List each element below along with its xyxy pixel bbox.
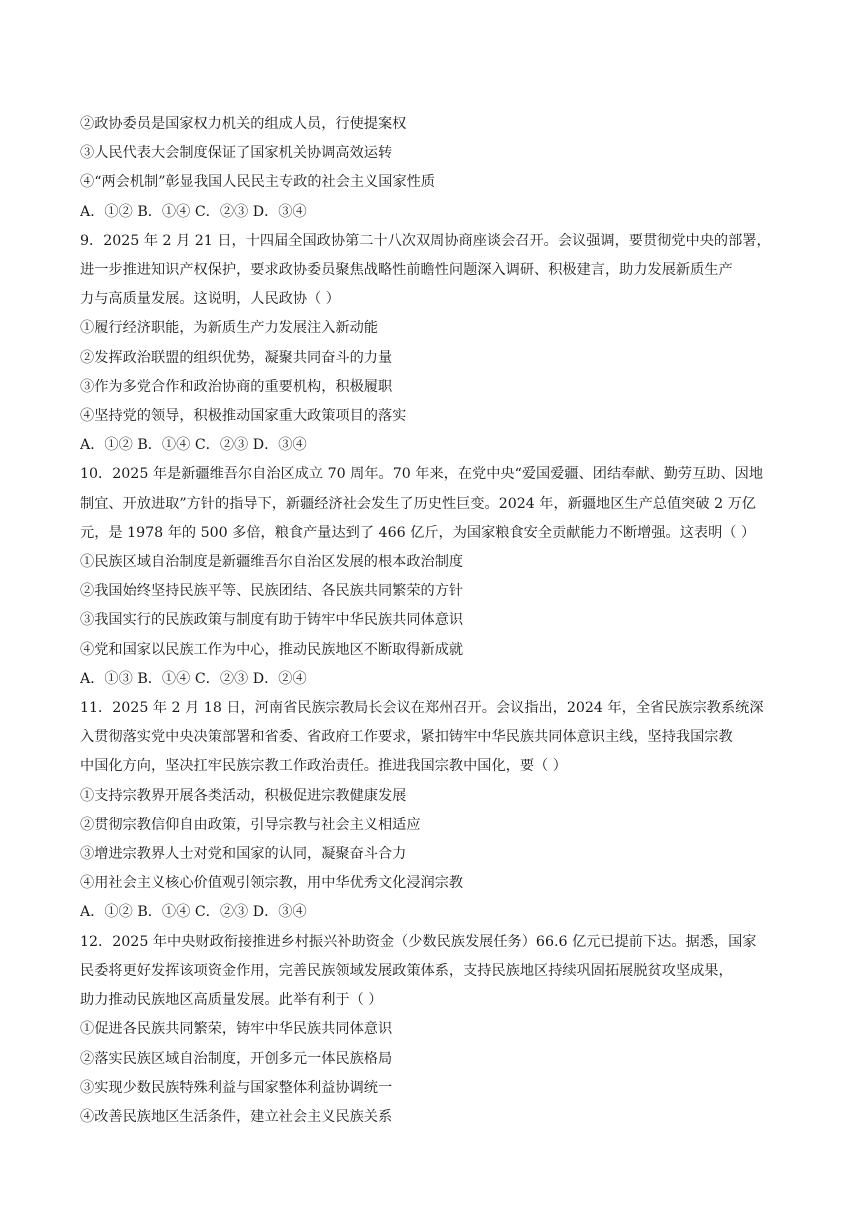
question-stem: 入贯彻落实党中央决策部署和省委、省政府工作要求，紧扣铸牢中华民族共同体意识主线，坚持我国宗教 [80, 729, 733, 746]
question-stem: 10．2025 年是新疆维吾尔自治区成立 70 周年。70 年来，在党中央“爱国爱疆、团结奉献、勤劳互助、因地 [80, 466, 764, 483]
question-8-tail [80, 110, 794, 227]
question-stem: 12．2025 年中央财政衔接推进乡村振兴补助资金（少数民族发展任务）66.6 亿元已提前下达。据悉，国家 [80, 933, 757, 950]
question-stem: 民委将更好发挥该项资金作用，完善民族领域发展政策体系，支持民族地区持续巩固拓展脱贫攻坚成果， [80, 962, 733, 979]
question-stem: 11．2025 年 2 月 18 日，河南省民族宗教局长会议在郑州召开。会议指出，2024 年，全省民族宗教系统深 [80, 700, 764, 717]
question-stem: 进一步推进知识产权保护，要求政协委员聚焦战略性前瞻性问题深入调研、积极建言，助力发展新质生产 [80, 262, 733, 279]
option-line: ①民族区域自治制度是新疆维吾尔自治区发展的根本政治制度 [80, 554, 464, 571]
question-stem: 制宜、开放进取”方针的指导下，新疆经济社会发生了历史性巨变。2024 年，新疆地区生产总值突破 2 万亿 [80, 495, 756, 512]
question-stem: 9．2025 年 2 月 21 日，十四届全国政协第二十八次双周协商座谈会召开。会议强调，要贯彻党中央的部署， [80, 232, 771, 249]
option-line: ①促进各民族共同繁荣，铸牢中华民族共同体意识 [80, 1021, 393, 1038]
question-stem: 力与高质量发展。这说明，人民政协（ ） [80, 291, 340, 308]
question-stem: 元，是 1978 年的 500 多倍，粮食产量达到了 466 亿斤，为国家粮食安全贡献能力不断增强。这表明（ ） [80, 524, 756, 541]
answer-choices: A．①③ B．①④ C．②③ D．②④ [80, 670, 307, 687]
question-11 [80, 694, 794, 928]
option-line: ④用社会主义核心价值观引领宗教，用中华优秀文化浸润宗教 [80, 875, 464, 892]
question-12 [80, 928, 794, 1132]
option-line: ②落实民族区域自治制度，开创多元一体民族格局 [80, 1050, 393, 1067]
answer-choices: A．①② B．①④ C．②③ D．③④ [80, 437, 307, 454]
option-line: ②贯彻宗教信仰自由政策，引导宗教与社会主义相适应 [80, 816, 421, 833]
option-line: ①履行经济职能，为新质生产力发展注入新动能 [80, 320, 378, 337]
option-line: ②政协委员是国家权力机关的组成人员，行使提案权 [80, 116, 407, 132]
question-9 [80, 227, 794, 461]
option-line: ①支持宗教界开展各类活动，积极促进宗教健康发展 [80, 787, 407, 804]
option-line: ④坚持党的领导，积极推动国家重大政策项目的落实 [80, 408, 407, 425]
answer-choices: A．①② B．①④ C．②③ D．③④ [80, 203, 307, 220]
answer-choices: A．①② B．①④ C．②③ D．③④ [80, 904, 307, 921]
option-line: ④党和国家以民族工作为中心，推动民族地区不断取得新成就 [80, 641, 464, 658]
question-stem: 助力推动民族地区高质量发展。此举有利于（ ） [80, 992, 383, 1009]
question-stem: 中国化方向，坚决扛牢民族宗教工作政治责任。推进我国宗教中国化，要（ ） [80, 758, 567, 775]
option-line: ④改善民族地区生活条件，建立社会主义民族关系 [80, 1108, 393, 1125]
option-line: ④“两会机制”彰显我国人民民主专政的社会主义国家性质 [80, 174, 436, 191]
option-line: ③我国实行的民族政策与制度有助于铸牢中华民族共同体意识 [80, 612, 464, 629]
option-line: ③实现少数民族特殊利益与国家整体利益协调统一 [80, 1079, 393, 1096]
question-10 [80, 460, 794, 694]
option-line: ②我国始终坚持民族平等、民族团结、各民族共同繁荣的方针 [80, 583, 464, 600]
option-line: ③增进宗教界人士对党和国家的认同，凝聚奋斗合力 [80, 846, 407, 863]
option-line: ②发挥政治联盟的组织优势，凝聚共同奋斗的力量 [80, 349, 393, 366]
option-line: ③人民代表大会制度保证了国家机关协调高效运转 [80, 145, 393, 162]
option-line: ③作为多党合作和政治协商的重要机构，积极履职 [80, 378, 393, 395]
